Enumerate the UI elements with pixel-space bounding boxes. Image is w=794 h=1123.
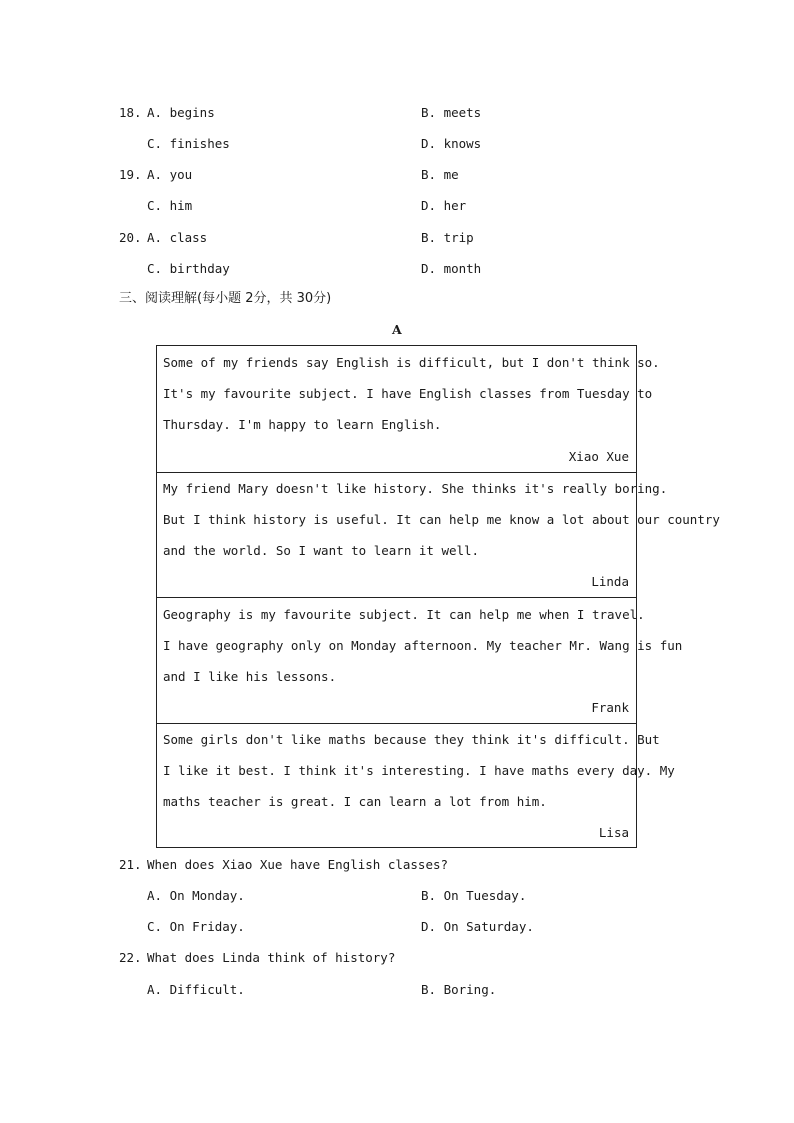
passage-author: Xiao Xue (568, 449, 629, 464)
option-a: A. you (147, 167, 193, 182)
option-d: D. knows (421, 136, 482, 151)
passage-line: and I like his lessons. (163, 669, 337, 684)
passage-author: Linda (591, 574, 629, 589)
option-b: B. trip (421, 230, 474, 245)
passage-lisa (157, 723, 675, 847)
question-number: 18. (119, 105, 142, 120)
passage-table (156, 345, 720, 848)
passage-frank (157, 597, 683, 723)
option-a: A. class (147, 230, 208, 245)
option-b: B. me (421, 167, 459, 182)
passage-line: Thursday. I'm happy to learn English. (163, 417, 442, 432)
passage-author: Frank (591, 700, 629, 715)
option-a: A. begins (147, 105, 215, 120)
passage-line: Some of my friends say English is difficult, but I don't think so. (163, 355, 660, 370)
option-d: D. On Saturday. (421, 919, 534, 934)
question-stem: What does Linda think of history? (147, 950, 396, 965)
option-c: C. finishes (147, 136, 230, 151)
passage-line: My friend Mary doesn't like history. She thinks it's really boring. (163, 481, 668, 496)
passage-line: But I think history is useful. It can help me know a lot about our country (163, 512, 720, 527)
option-b: B. Boring. (421, 982, 497, 997)
option-b: B. On Tuesday. (421, 888, 527, 903)
question-number: 19. (119, 167, 142, 182)
option-d: D. her (421, 198, 467, 213)
option-c: C. birthday (147, 261, 230, 276)
question-number: 21. (119, 857, 142, 872)
passage-line: It's my favourite subject. I have English classes from Tuesday to (163, 386, 653, 401)
question-number: 20. (119, 230, 142, 245)
option-d: D. month (421, 261, 482, 276)
option-a: A. Difficult. (147, 982, 245, 997)
passage-line: maths teacher is great. I can learn a lot from him. (163, 794, 547, 809)
option-b: B. meets (421, 105, 482, 120)
section-heading: 三、阅读理解(每小题 2分，共 30分) (119, 291, 332, 306)
question-number: 22. (119, 950, 142, 965)
passage-line: Some girls don't like maths because they think it's difficult. But (163, 732, 660, 747)
option-c: C. On Friday. (147, 919, 245, 934)
passage-line: I have geography only on Monday afternoon. My teacher Mr. Wang is fun (163, 638, 683, 653)
passage-xiao-xue (157, 346, 660, 472)
passage-author: Lisa (598, 825, 629, 840)
passage-linda (157, 472, 720, 597)
option-a: A. On Monday. (147, 888, 245, 903)
question-stem: When does Xiao Xue have English classes? (147, 857, 449, 872)
option-c: C. him (147, 198, 193, 213)
passage-label: A (392, 322, 402, 337)
passage-line: Geography is my favourite subject. It can help me when I travel. (163, 607, 645, 622)
passage-line: and the world. So I want to learn it well. (163, 543, 480, 558)
passage-line: I like it best. I think it's interesting. I have maths every day. My (163, 763, 675, 778)
